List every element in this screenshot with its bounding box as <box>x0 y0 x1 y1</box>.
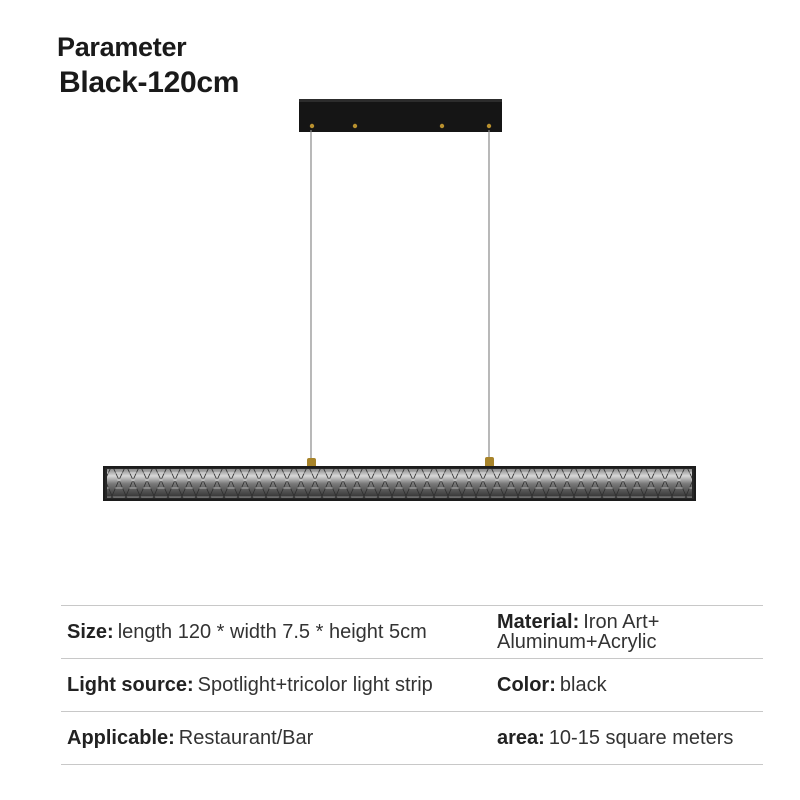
spec-value: length 120 * width 7.5 * height 5cm <box>117 620 427 643</box>
spec-row <box>61 605 763 658</box>
spec-value: Spotlight+tricolor light strip <box>197 673 433 696</box>
spec-color <box>497 659 763 711</box>
spec-label: Size: <box>67 620 114 643</box>
specification-table <box>61 605 763 765</box>
spec-value: Iron Art+ Aluminum+Acrylic <box>497 611 660 653</box>
spec-value: Restaurant/Bar <box>178 726 314 749</box>
spec-label: Light source: <box>67 673 194 696</box>
ceiling-canopy <box>299 99 502 132</box>
spec-size <box>67 606 487 658</box>
spec-material <box>497 606 763 658</box>
spec-value: black <box>559 674 607 696</box>
spec-value: 10-15 square meters <box>548 727 734 749</box>
product-variant-title: Black-120cm <box>59 66 240 99</box>
spec-label: Material: <box>497 611 580 633</box>
spec-row <box>61 711 763 765</box>
spec-label: area: <box>497 727 545 749</box>
spec-label: Applicable: <box>67 726 175 749</box>
spec-applicable <box>67 712 487 764</box>
spec-area <box>497 712 763 764</box>
spec-label: Color: <box>497 674 556 696</box>
spec-row <box>61 658 763 711</box>
page-title: Parameter <box>57 32 187 62</box>
spec-light-source <box>67 659 487 711</box>
